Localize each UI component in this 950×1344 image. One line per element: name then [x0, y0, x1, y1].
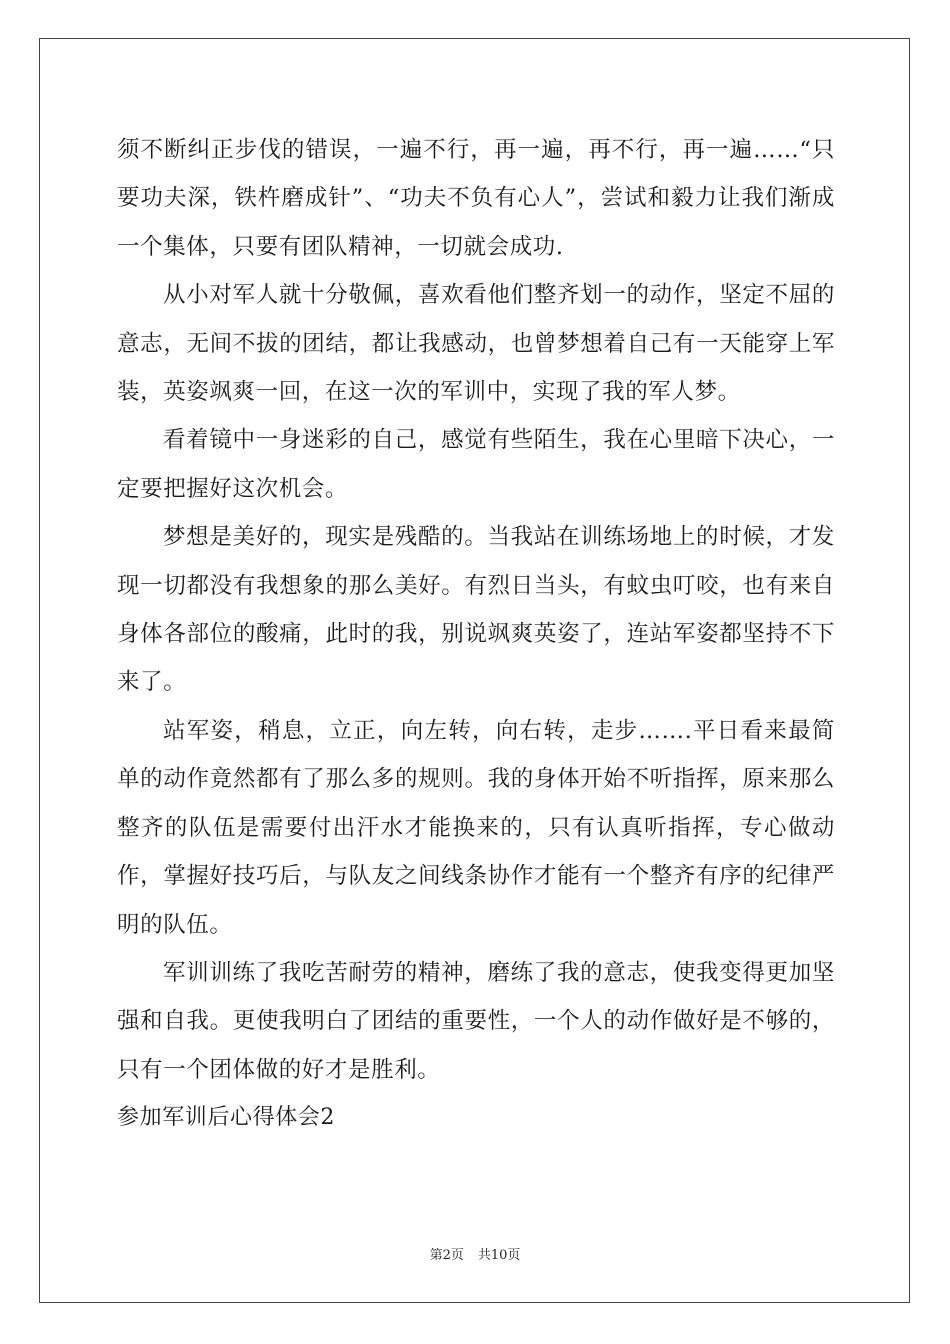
- paragraph-3: 看着镜中一身迷彩的自己，感觉有些陌生，我在心里暗下决心，一定要把握好这次机会。: [117, 427, 835, 502]
- page-total: 共10页: [477, 1248, 521, 1263]
- paragraph-5: 站军姿，稍息，立正，向左转，向右转，走步…….平日看来最简单的动作竟然都有了那么多的规则。我的身体开始不听指挥，原来那么整齐的队伍是需要付出汗水才能换来的，只有认真听指挥，专心做动作，掌握好技巧后，与队友之间线条协作才能有一个整齐有序的纪律严明的队伍。: [117, 717, 835, 938]
- paragraph-1: 须不断纠正步伐的错误，一遍不行，再一遍，再不行，再一遍……“只要功夫深，铁杵磨成针”、“功夫不负有心人”，尝试和毅力让我们渐成一个集体，只要有团队精神，一切就会成功.: [117, 137, 835, 260]
- document-body: [117, 126, 835, 1143]
- paragraph-4: 梦想是美好的，现实是残酷的。当我站在训练场地上的时候，才发现一切都没有我想象的那么美好。有烈日当头，有蚊虫叮咬，也有来自身体各部位的酸痛，此时的我，别说飒爽英姿了，连站军姿都坚持不下来了。: [117, 524, 835, 696]
- paragraph-6: 军训训练了我吃苦耐劳的精神，磨练了我的意志，使我变得更加坚强和自我。更使我明白了团结的重要性，一个人的动作做好是不够的，只有一个团体做的好才是胜利。: [117, 959, 835, 1083]
- page-footer: [0, 1248, 950, 1264]
- page-number: 第2页: [429, 1248, 464, 1263]
- section-heading: 参加军训后心得体会2: [117, 1105, 335, 1131]
- paragraph-2: 从小对军人就十分敬佩，喜欢看他们整齐划一的动作，坚定不屈的意志，无间不拔的团结，都让我感动，也曾梦想着自己有一天能穿上军装，英姿飒爽一回，在这一次的军训中，实现了我的军人梦。: [117, 282, 835, 406]
